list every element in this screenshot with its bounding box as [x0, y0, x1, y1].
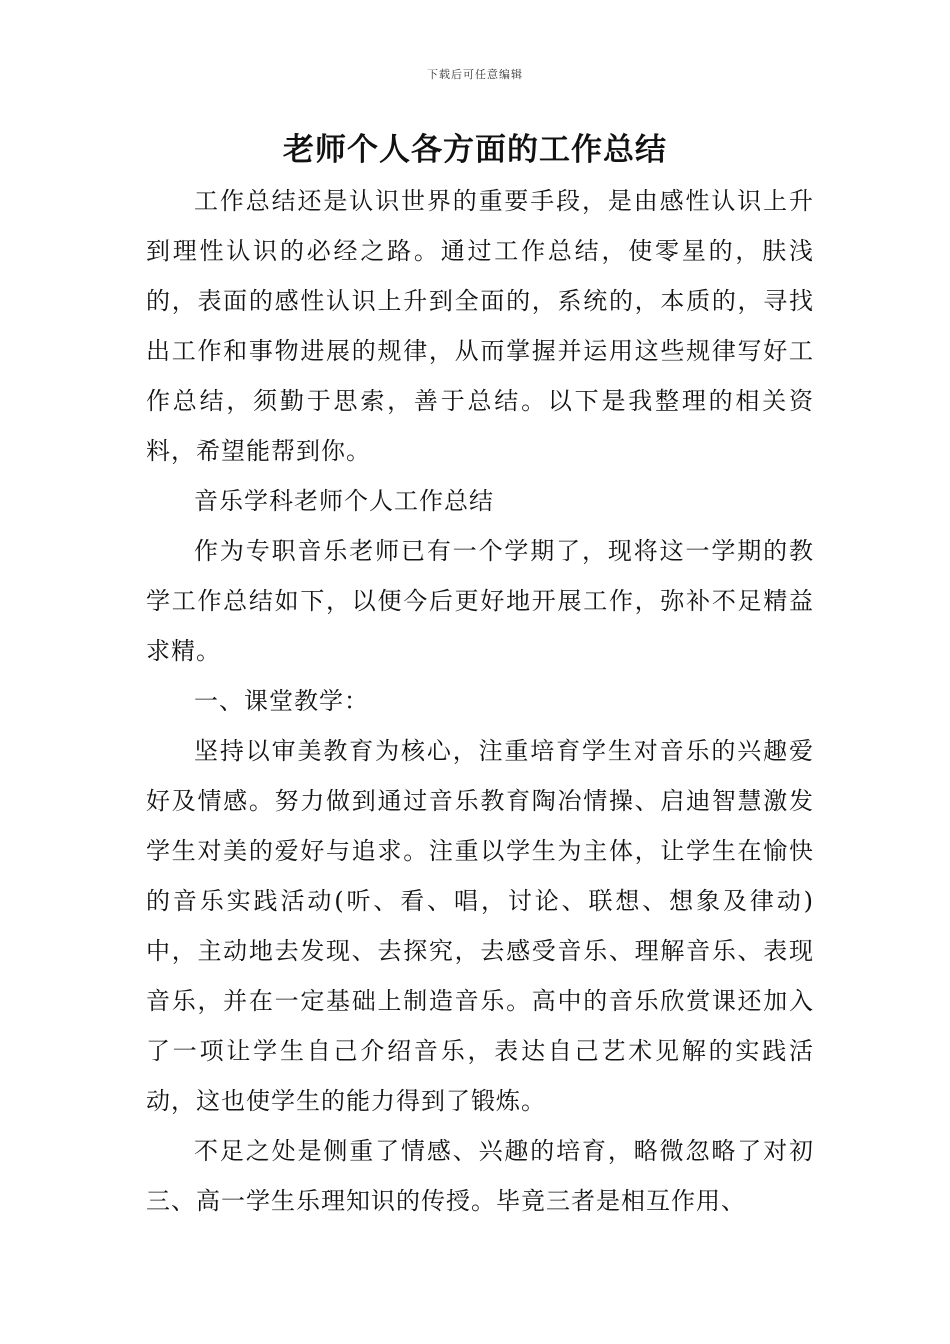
- paragraph-overview: 作为专职音乐老师已有一个学期了，现将这一学期的教学工作总结如下，以便今后更好地开展工作，弥补不足精益求精。: [146, 537, 814, 665]
- section-heading-classroom: 一、课堂教学：: [194, 687, 369, 715]
- paragraph-classroom: 坚持以审美教育为核心，注重培育学生对音乐的兴趣爱好及情感。努力做到通过音乐教育陶冶情操、启迪智慧激发学生对美的爱好与追求。注重以学生为主体，让学生在愉快的音乐实践活动(听、看、唱，讨论、联想、想象及律动)中，主动地去发现、去探究，去感受音乐、理解音乐、表现音乐，并在一定基础上制造音乐。高中的音乐欣赏课还加入了一项让学生自己介绍音乐，表达自己艺术见解的实践活动，这也使学生的能力得到了锻炼。: [146, 737, 814, 1115]
- paragraph-intro: 工作总结还是认识世界的重要手段，是由感性认识上升到理性认识的必经之路。通过工作总结，使零星的，肤浅的，表面的感性认识上升到全面的，系统的，本质的，寻找出工作和事物进展的规律，从而掌握并运用这些规律写好工作总结，须勤于思索，善于总结。以下是我整理的相关资料，希望能帮到你。: [146, 187, 814, 465]
- header-note: 下载后可任意编辑: [427, 68, 523, 81]
- document-title: 老师个人各方面的工作总结: [283, 132, 667, 168]
- section-heading-music: 音乐学科老师个人工作总结: [194, 487, 494, 515]
- document-body: [146, 176, 814, 1226]
- paragraph-shortcomings: 不足之处是侧重了情感、兴趣的培育，略微忽略了对初三、高一学生乐理知识的传授。毕竟三者是相互作用、: [146, 1137, 814, 1215]
